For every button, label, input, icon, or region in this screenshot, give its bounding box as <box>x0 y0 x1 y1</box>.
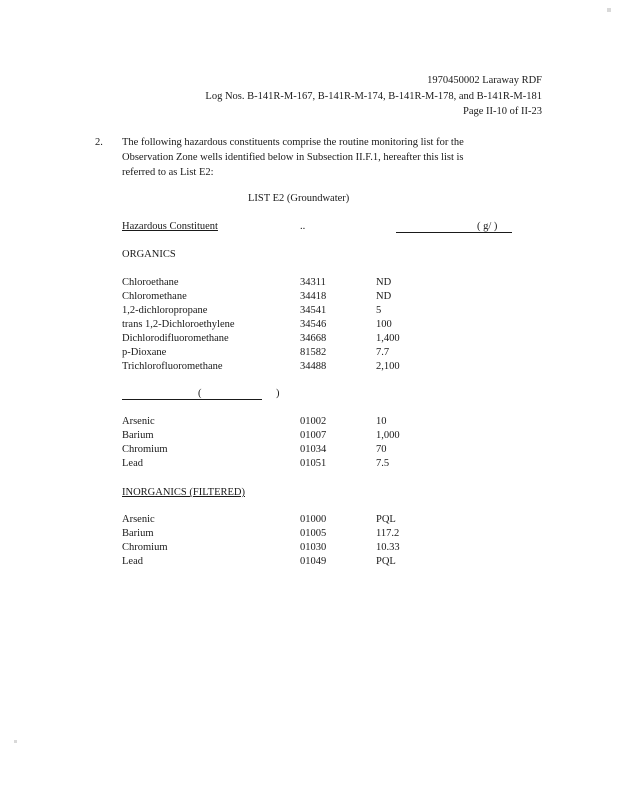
limit-value: 2,100 <box>376 361 400 372</box>
column-header-unit: ( g/ ) <box>477 221 498 232</box>
parameter-code: 01007 <box>300 430 327 441</box>
constituent-name: Lead <box>122 556 143 567</box>
parameter-code: 34541 <box>300 305 327 316</box>
limit-value: 7.5 <box>376 458 390 469</box>
section-title-underline <box>122 399 262 400</box>
limit-value: 5 <box>376 305 382 316</box>
parameter-code: 01030 <box>300 542 327 553</box>
header-page-number: Page II-10 of II-23 <box>462 106 542 117</box>
header-facility-id: 1970450002 Laraway RDF <box>427 75 542 86</box>
limit-value: 1,400 <box>376 333 400 344</box>
limit-value: 70 <box>376 444 387 455</box>
constituent-name: 1,2-dichloropropane <box>122 305 208 316</box>
parameter-code: 34311 <box>300 277 326 288</box>
constituent-name: Barium <box>122 528 154 539</box>
column-header-constituent: Hazardous Constituent <box>122 221 218 232</box>
limit-value: 100 <box>376 319 392 330</box>
section-title-open-paren: ( <box>198 388 202 399</box>
limit-value: 117.2 <box>376 528 400 539</box>
constituent-name: Arsenic <box>122 416 155 427</box>
parameter-code: 01051 <box>300 458 327 469</box>
parameter-code: 34546 <box>300 319 327 330</box>
constituent-name: Chloroethane <box>122 277 179 288</box>
header-log-numbers: Log Nos. B-141R-M-167, B-141R-M-174, B-141R-M-178, and B-141R-M-181 <box>205 91 542 102</box>
scan-artifact-mark <box>14 740 17 743</box>
constituent-name: Barium <box>122 430 154 441</box>
constituent-name: Arsenic <box>122 514 155 525</box>
constituent-name: Chromium <box>122 542 168 553</box>
parameter-code: 01049 <box>300 556 327 567</box>
list-title: LIST E2 (Groundwater) <box>248 193 350 204</box>
limit-value: 10.33 <box>376 542 400 553</box>
section-title-inorganics-filtered: INORGANICS (FILTERED) <box>122 487 245 498</box>
parameter-code: 34418 <box>300 291 327 302</box>
limit-value: ND <box>376 291 392 302</box>
column-header-code: .. <box>300 221 306 232</box>
section-title-organics: ORGANICS <box>122 249 176 260</box>
parameter-code: 01000 <box>300 514 327 525</box>
parameter-code: 81582 <box>300 347 327 358</box>
limit-value: ND <box>376 277 392 288</box>
parameter-code: 34668 <box>300 333 327 344</box>
limit-value: 1,000 <box>376 430 400 441</box>
limit-value: PQL <box>376 514 396 525</box>
parameter-code: 34488 <box>300 361 327 372</box>
limit-value: 10 <box>376 416 387 427</box>
parameter-code: 01005 <box>300 528 327 539</box>
paragraph-line-3: referred to as List E2: <box>122 167 214 178</box>
constituent-name: Trichlorofluoromethane <box>122 361 223 372</box>
constituent-name: Chloromethane <box>122 291 187 302</box>
constituent-name: Lead <box>122 458 143 469</box>
constituent-name: Chromium <box>122 444 168 455</box>
paragraph-line-1: The following hazardous constituents comprise the routine monitoring list for the <box>122 137 464 148</box>
section-title-close-paren: ) <box>276 388 280 399</box>
limit-value: 7.7 <box>376 347 390 358</box>
constituent-name: p-Dioxane <box>122 347 167 358</box>
item-number: 2. <box>95 137 103 148</box>
paragraph-line-2: Observation Zone wells identified below in Subsection II.F.1, hereafter this list is <box>122 152 464 163</box>
parameter-code: 01002 <box>300 416 327 427</box>
constituent-name: Dichlorodifluoromethane <box>122 333 229 344</box>
scan-artifact-mark <box>607 8 611 12</box>
constituent-name: trans 1,2-Dichloroethylene <box>122 319 235 330</box>
parameter-code: 01034 <box>300 444 327 455</box>
limit-value: PQL <box>376 556 396 567</box>
